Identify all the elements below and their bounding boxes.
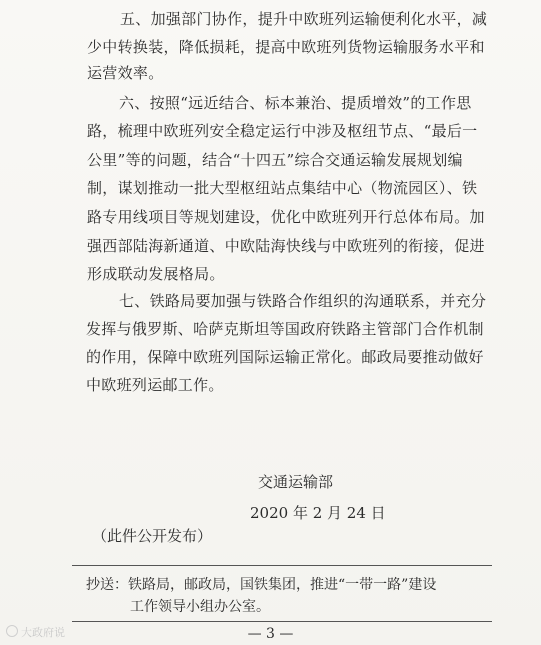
paragraph-line: 运营效率。 [87,64,164,82]
cc-line-2: 工作领导小组办公室。 [130,599,270,615]
signature-org: 交通运输部 [258,473,334,491]
cc-line-1: 抄送：铁路局，邮政局，国铁集团，推进“一带一路”建设 [86,577,437,593]
paragraph-line: 发挥与俄罗斯、哈萨克斯坦等国政府铁路主管部门合作机制 [86,320,484,338]
paragraph-line: 路，梳理中欧班列安全稳定运行中涉及枢纽节点、“最后一 [87,122,478,140]
watermark [6,624,65,640]
page-number: — 3 — [247,626,294,642]
paragraph-line: 路专用线项目等规划建设，优化中欧班列开行总体布局。加 [87,208,485,226]
paragraph-line: 制，谋划推动一批大型枢纽站点集结中心（物流园区）、铁 [87,179,478,197]
paragraph-line: 七、铁路局要加强与铁路合作组织的沟通联系，并充分 [119,292,487,310]
paragraph-line: 的作用，保障中欧班列国际运输正常化。邮政局要推动做好 [86,348,484,366]
cc-top-rule [72,565,492,566]
paragraph-line: 六、按照“远近结合、标本兼治、提质增效”的工作思 [119,94,472,112]
cc-bottom-rule [72,621,492,622]
watermark-icon [6,625,18,637]
public-release-note: （此件公开发布） [92,527,213,545]
paragraph-line: 形成联动发展格局。 [87,265,225,283]
paragraph-line: 中欧班列运邮工作。 [86,376,224,394]
paragraph-line: 公里”等的问题，结合“十四五”综合交通运输发展规划编 [87,151,463,169]
signature-date: 2020 年 2 月 24 日 [250,504,386,522]
paragraph-line: 强西部陆海新通道、中欧陆海快线与中欧班列的衔接，促进 [87,237,485,255]
paragraph-line: 少中转换装，降低损耗，提高中欧班列货物运输服务水平和 [87,38,485,56]
watermark-text: 大政府说 [21,626,65,639]
paragraph-line: 五、加强部门协作，提升中欧班列运输便利化水平，减 [120,10,488,28]
